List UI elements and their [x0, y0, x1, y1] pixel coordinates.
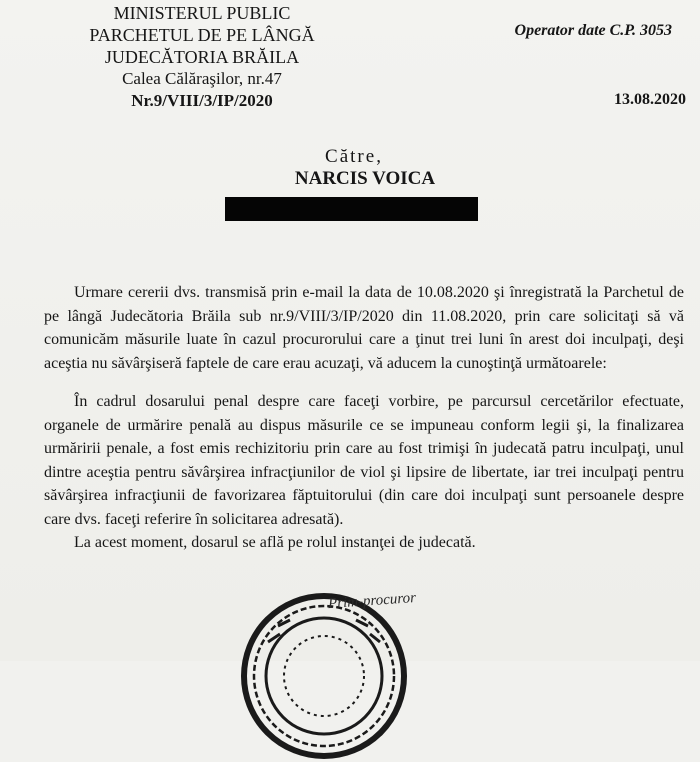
addressee-block — [0, 146, 700, 190]
data-operator-label: Operator date C.P. 3053 — [514, 22, 672, 39]
header-line-ministry: MINISTERUL PUBLIC — [113, 3, 291, 23]
header-line-prosecutor-office: PARCHETUL DE PE LÂNGĂ — [89, 25, 315, 45]
header-line-court: JUDECĂTORIA BRĂILA — [104, 47, 300, 67]
signature-handwritten: Prim-procuror — [327, 589, 417, 613]
body-paragraph-1: Urmare cererii dvs. transmisă prin e-mail la data de 10.08.2020 şi înregistrată la Parchetul de pe lângă Judecătoria Brăila sub nr.9/VIII/3/IP/2020 din 11.08.2020, prin care solicitaţi să vă comunicăm măsurile luate în cazul procurorului care a ţinut trei luni în arest doi inculpaţi, deşi aceştia nu săvârşiseră faptele de care erau acuzaţi, vă aducem la cunoştinţă următoarele: — [44, 284, 684, 372]
letter-body — [44, 281, 684, 555]
official-stamp-icon — [238, 590, 410, 762]
body-paragraph-2: În cadrul dosarului penal despre care faceţi vorbire, pe parcursul cercetărilor efectuate, organele de urmărire penală au dispus măsurile ce se impuneau conform legii şi, la finalizarea urmăririi penale, a fost emis rechizitoriu prin care au fost trimişi în judecată patru inculpaţi, unul dintre aceştia pentru săvârşirea infracţiunilor de viol şi lipsire de libertate, iar trei inculpaţi pentru săvârşirea infracţiunii de favorizarea făptuitorului (din care doi inculpaţi sunt persoanele despre care dvs. faceţi referire în solicitarea adresată). — [44, 393, 684, 528]
body-paragraph-3: La acest moment, dosarul se află pe rolul instanţei de judecată. — [74, 534, 476, 551]
addressee-name: NARCIS VOICA — [294, 168, 436, 189]
header-address: Calea Călăraşilor, nr.47 — [122, 69, 282, 88]
document-reference-number: Nr.9/VIII/3/IP/2020 — [131, 91, 273, 110]
redaction-bar — [225, 197, 478, 221]
addressee-to: Către, — [325, 146, 383, 167]
document-date: 13.08.2020 — [614, 91, 686, 108]
institution-header — [52, 2, 352, 112]
